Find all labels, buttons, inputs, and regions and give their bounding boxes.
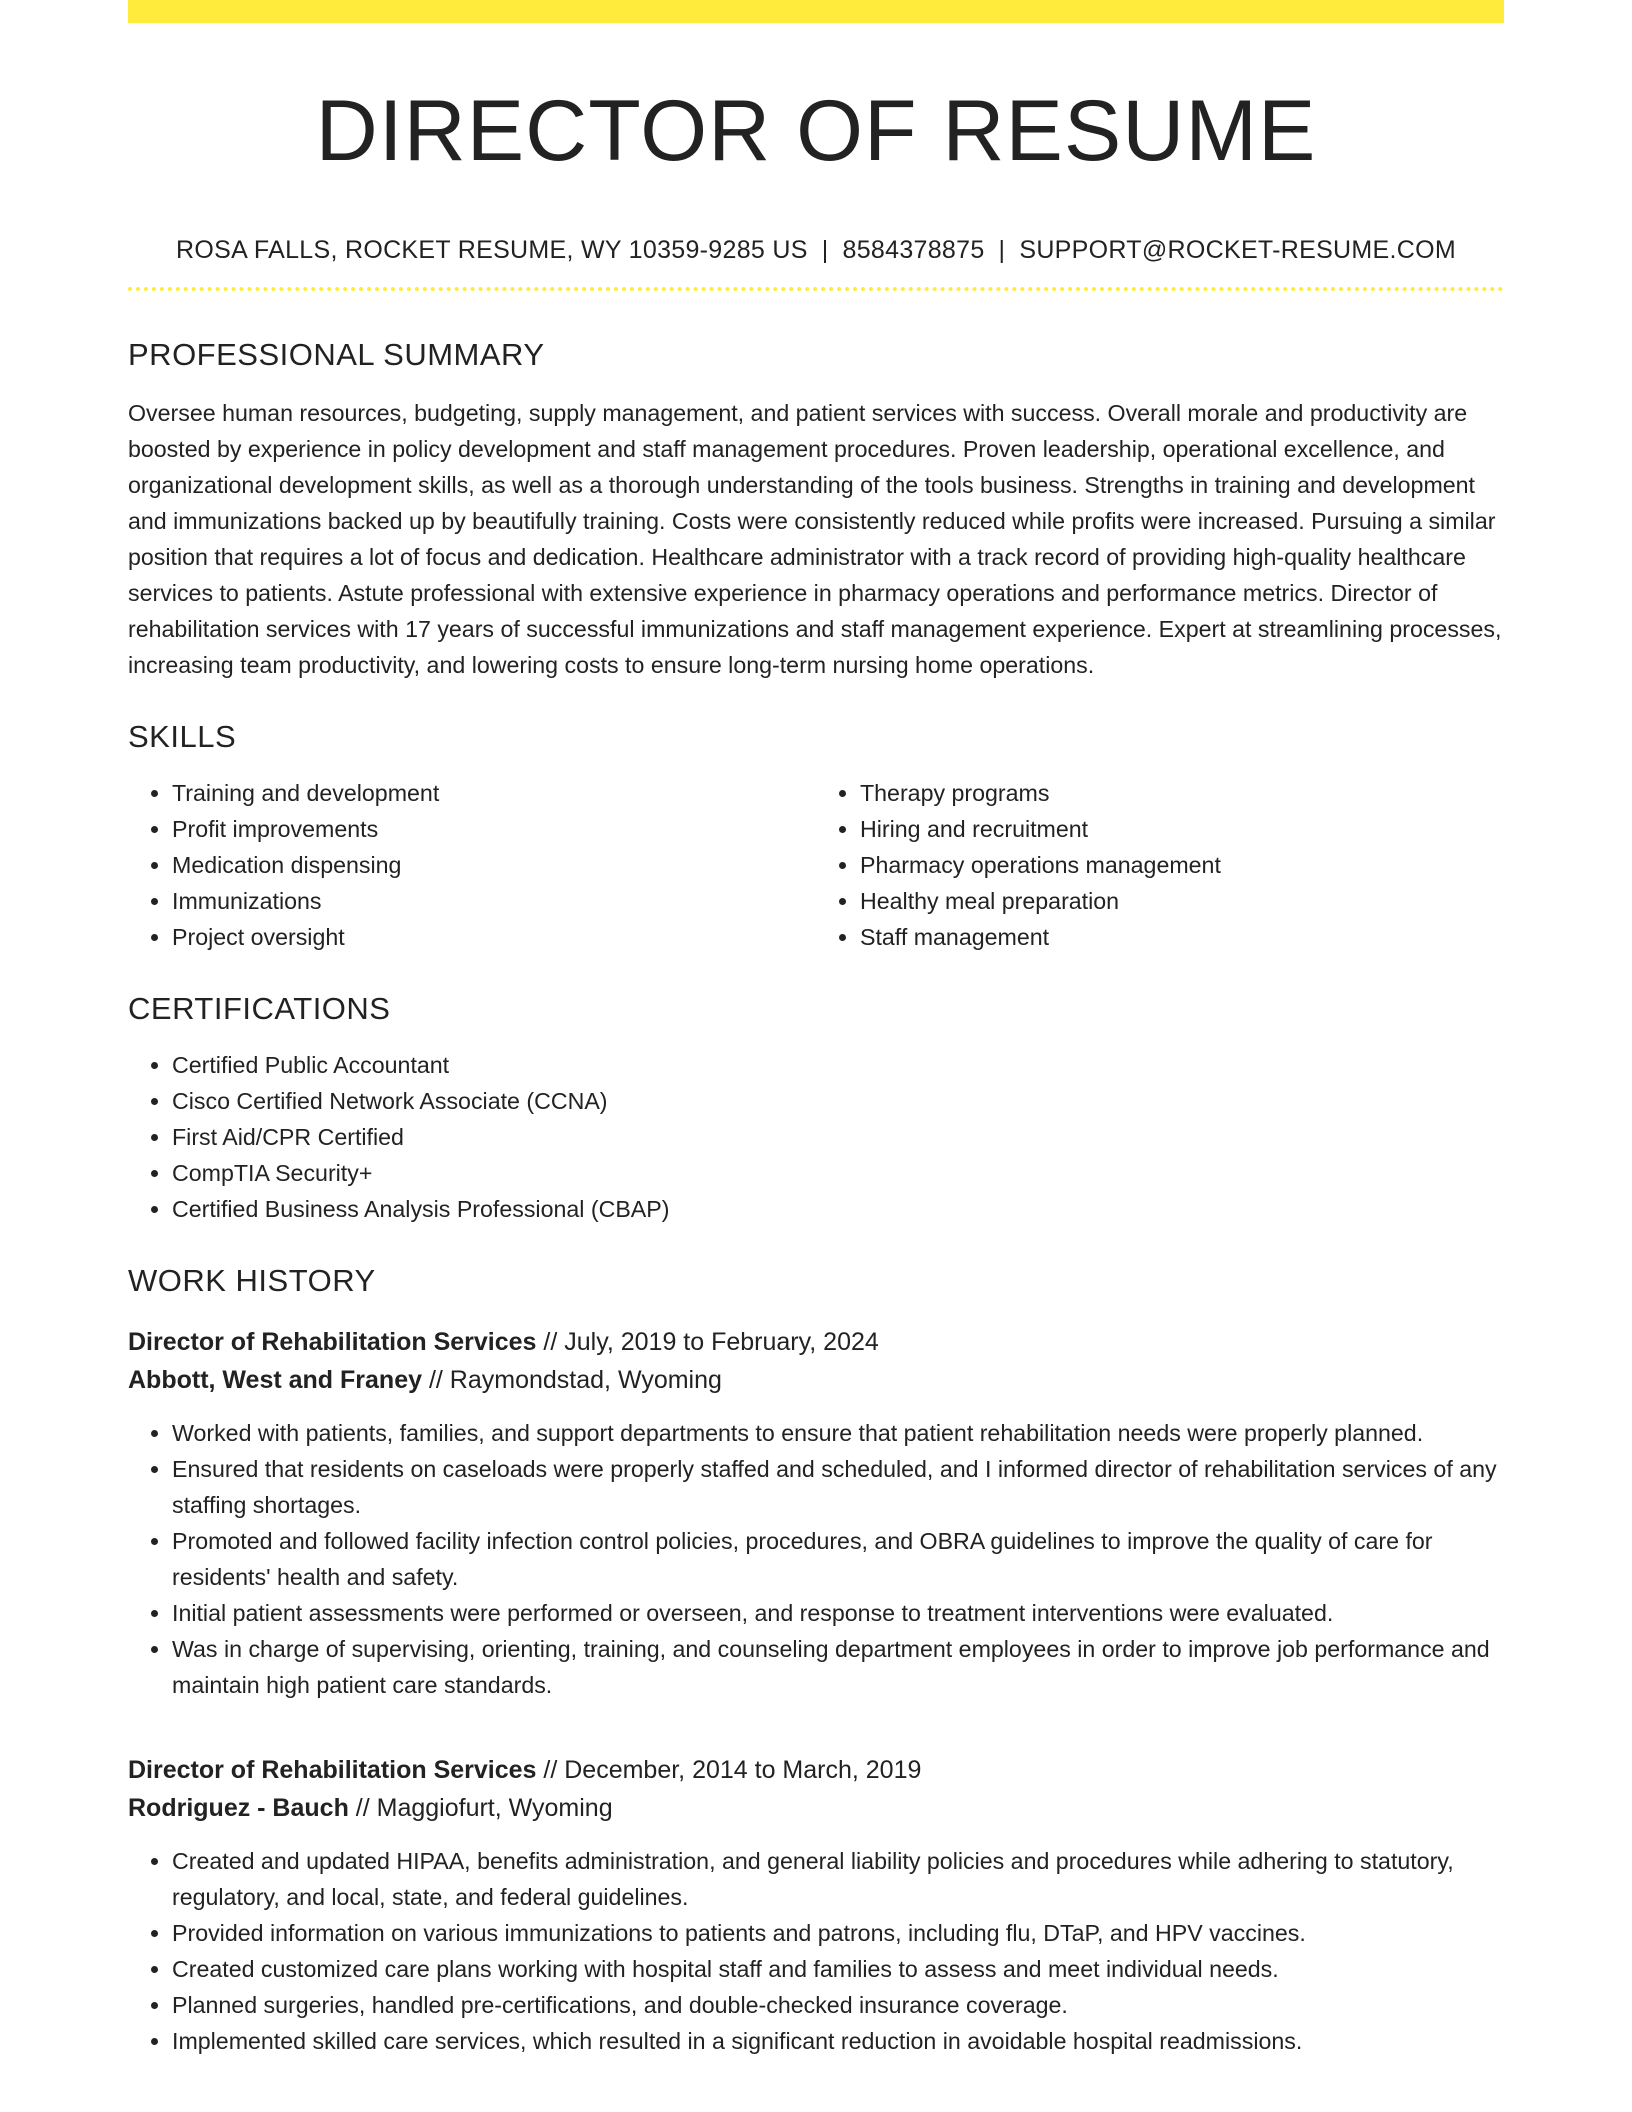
resume-name: DIRECTOR OF RESUME [315, 83, 1317, 179]
duty-item: • Worked with patients, families, and support departments to ensure that patient rehabilitation needs were properly planned. [172, 1415, 1504, 1451]
duty-item: • Implemented skilled care services, which resulted in a significant reduction in avoidable hospital readmissions. [172, 2023, 1504, 2059]
duty-item: • Ensured that residents on caseloads were properly staffed and scheduled, and I informed director of rehabilitation services of any staffing shortages. [172, 1451, 1504, 1523]
job-role-line [128, 1751, 1504, 1789]
skill-item: • Training and development [172, 775, 816, 811]
job-entry [128, 1323, 1504, 1703]
contact-line [128, 232, 1504, 268]
skill-item: • Therapy programs [860, 775, 1504, 811]
job-company: Rodriguez - Bauch [128, 1794, 349, 1822]
certifications-list [128, 1047, 1504, 1227]
job-dates: // December, 2014 to March, 2019 [536, 1756, 922, 1784]
job-company: Abbott, West and Franey [128, 1366, 423, 1394]
job-company-line [128, 1789, 1504, 1827]
certification-item: • Certified Business Analysis Professional (CBAP) [172, 1191, 1504, 1227]
skill-item: • Project oversight [172, 919, 816, 955]
resume-content [128, 0, 1504, 2059]
duty-item: • Initial patient assessments were performed or overseen, and response to treatment interventions were evaluated. [172, 1595, 1504, 1631]
skill-item: • Profit improvements [172, 811, 816, 847]
job-role: Director of Rehabilitation Services [128, 1756, 537, 1784]
skill-item: • Healthy meal preparation [860, 883, 1504, 919]
skills-title: SKILLS [128, 719, 237, 754]
summary-text: Oversee human resources, budgeting, supply management, and patient services with success. Overall morale and productivity are boosted by experience in policy development and staff management procedures. Proven leadership, operational excellence, and organizational development skills, as well as a thorough understanding of the tools business. Strengths in training and development and immunizations backed up by beautifully training. Costs were consistently reduced while profits were increased. Pursuing a similar position that requires a lot of focus and dedication. Healthcare administrator with a track record of providing high-quality healthcare services to patients. Astute professional with extensive experience in pharmacy operations and performance metrics. Director of rehabilitation services with 17 years of successful immunizations and staff management experience. Expert at streamlining processes, increasing team productivity, and lowering costs to ensure long-term nursing home operations. [128, 400, 1502, 678]
duty-item: • Planned surgeries, handled pre-certifications, and double-checked insurance coverage. [172, 1987, 1504, 2023]
certification-item: • First Aid/CPR Certified [172, 1119, 1504, 1155]
duty-item: • Created and updated HIPAA, benefits administration, and general liability policies and procedures while adhering to statutory, regulatory, and local, state, and federal guidelines. [172, 1843, 1504, 1915]
contact-separator: | [998, 236, 1006, 264]
certification-item: • Certified Public Accountant [172, 1047, 1504, 1083]
duty-item: • Created customized care plans working with hospital staff and families to assess and meet individual needs. [172, 1951, 1504, 1987]
job-role-line [128, 1323, 1504, 1361]
summary-title: PROFESSIONAL SUMMARY [128, 337, 545, 372]
duty-item: • Promoted and followed facility infection control policies, procedures, and OBRA guidelines to improve the quality of care for residents' health and safety. [172, 1523, 1504, 1595]
skill-item: • Staff management [860, 919, 1504, 955]
contact-email: SUPPORT@ROCKET-RESUME.COM [1019, 236, 1456, 264]
duty-item: • Was in charge of supervising, orienting, training, and counseling department employees in order to improve job performance and maintain high patient care standards. [172, 1631, 1504, 1703]
skill-item: • Immunizations [172, 883, 816, 919]
job-entry [128, 1751, 1504, 2059]
job-location: // Maggiofurt, Wyoming [348, 1794, 613, 1822]
job-location: // Raymondstad, Wyoming [422, 1366, 722, 1394]
skill-item: • Medication dispensing [172, 847, 816, 883]
skills-list-left [128, 775, 816, 955]
duty-item: • Provided information on various immunizations to patients and patrons, including flu, DTaP, and HPV vaccines. [172, 1915, 1504, 1951]
skills-columns [128, 775, 1504, 955]
contact-phone: 8584378875 [842, 236, 985, 264]
certification-item: • CompTIA Security+ [172, 1155, 1504, 1191]
certification-item: • Cisco Certified Network Associate (CCNA) [172, 1083, 1504, 1119]
contact-address: ROSA FALLS, ROCKET RESUME, WY 10359-9285 US [176, 236, 808, 264]
work-history-title: WORK HISTORY [128, 1263, 376, 1298]
skills-list-right [816, 775, 1504, 955]
job-duties [128, 1843, 1504, 2059]
contact-separator: | [821, 236, 829, 264]
job-duties [128, 1415, 1504, 1703]
job-company-line [128, 1361, 1504, 1399]
dotted-divider [128, 287, 1504, 291]
skill-item: • Hiring and recruitment [860, 811, 1504, 847]
job-dates: // July, 2019 to February, 2024 [536, 1328, 879, 1356]
certifications-title: CERTIFICATIONS [128, 991, 391, 1026]
skill-item: • Pharmacy operations management [860, 847, 1504, 883]
job-role: Director of Rehabilitation Services [128, 1328, 537, 1356]
